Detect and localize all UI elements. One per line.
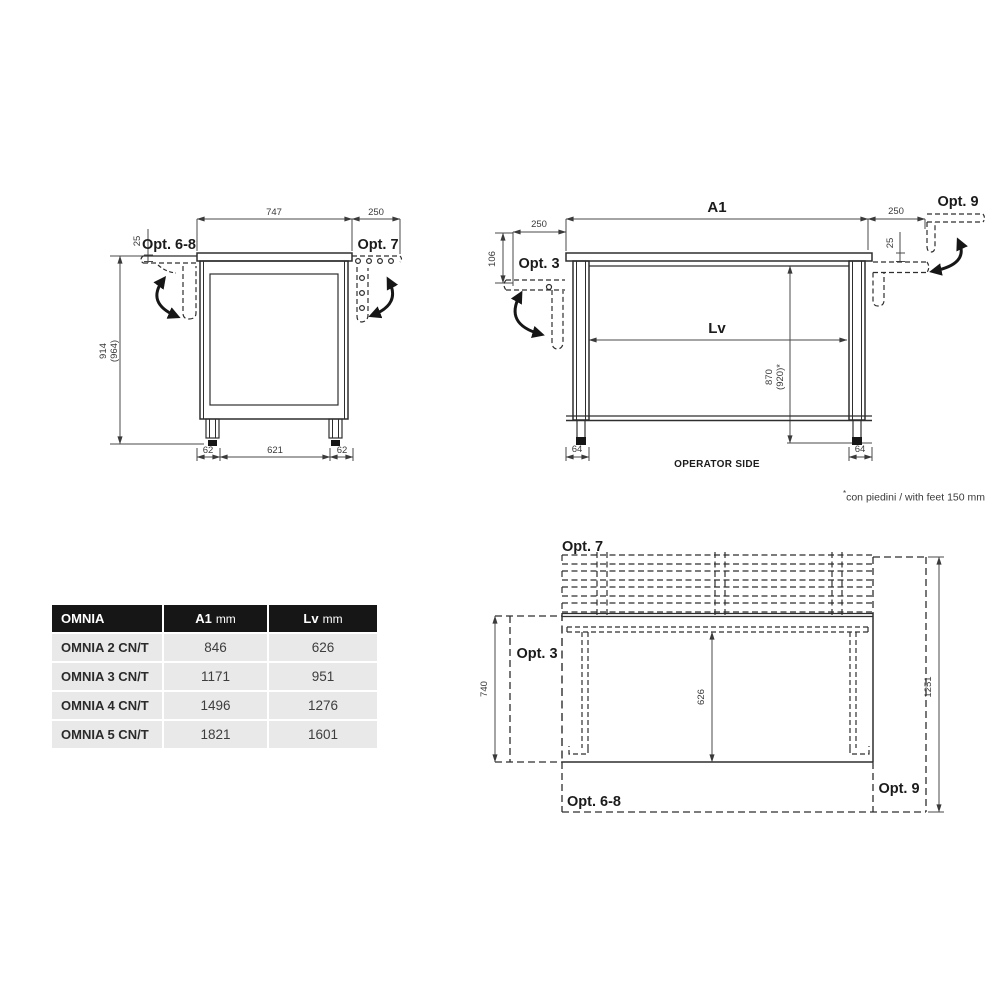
table-header-model xyxy=(52,605,162,632)
side-dim-250-left: 250 xyxy=(531,219,547,230)
lv-cell: 1276 xyxy=(269,692,377,719)
a1-cell: 1821 xyxy=(164,721,267,748)
front-opt-right-label: Opt. 7 xyxy=(357,237,399,253)
side-dim-250-right: 250 xyxy=(888,206,904,217)
lv-cell: 951 xyxy=(269,663,377,690)
footnote-mark: * xyxy=(842,489,847,498)
model-cell: OMNIA 2 CN/T xyxy=(52,634,162,661)
side-opt-left-label: Opt. 3 xyxy=(518,256,560,272)
side-cabinet-body xyxy=(566,253,872,445)
a1-cell: 1171 xyxy=(164,663,267,690)
side-opt-right-label: Opt. 9 xyxy=(937,195,979,210)
top-opt68-label: Opt. 6-8 xyxy=(567,794,621,810)
front-dimension-lines xyxy=(110,219,400,461)
lv-cell: 626 xyxy=(269,634,377,661)
model-cell: OMNIA 3 CN/T xyxy=(52,663,162,690)
top-opt9-label: Opt. 9 xyxy=(878,781,920,797)
side-dim-a1-label: A1 xyxy=(707,199,727,216)
model-cell: OMNIA 4 CN/T xyxy=(52,692,162,719)
top-tray-rails-opt7 xyxy=(562,552,873,617)
lv-cell: 1601 xyxy=(269,721,377,748)
model-cell: OMNIA 5 CN/T xyxy=(52,721,162,748)
header-unit: mm xyxy=(322,611,343,626)
header-name: OMNIA xyxy=(61,611,105,626)
table-header-a1 xyxy=(164,605,267,632)
side-dim-920: (920)* xyxy=(775,364,786,390)
table-header-lv xyxy=(269,605,377,632)
side-dim-64-left: 64 xyxy=(571,444,583,455)
fold-arrow-opt3-icon xyxy=(515,295,540,334)
side-dim-64-right: 64 xyxy=(854,444,866,455)
front-cabinet-body xyxy=(197,253,352,446)
a1-cell: 846 xyxy=(164,634,267,661)
footnote-text: con piedini / with feet 150 mm xyxy=(846,491,985,504)
front-dim-914: 914 xyxy=(98,343,109,359)
top-opt3-label: Opt. 3 xyxy=(516,646,558,662)
front-view-drawing xyxy=(95,195,425,475)
side-view-drawing xyxy=(475,195,1000,510)
a1-cell: 1496 xyxy=(164,692,267,719)
side-dim-870: 870 xyxy=(764,369,775,385)
front-dim-25: 25 xyxy=(132,235,143,247)
header-name: A1 xyxy=(195,611,212,626)
fold-arrow-opt9-icon xyxy=(934,242,961,271)
side-folding-shelf-opt9 xyxy=(873,214,985,306)
fold-arrow-left-icon xyxy=(157,280,176,316)
front-dim-62-right: 62 xyxy=(336,445,348,456)
footnote xyxy=(760,489,985,504)
top-dim-740: 740 xyxy=(479,681,490,697)
side-dim-lv-label: Lv xyxy=(708,320,726,337)
side-dim-25: 25 xyxy=(885,237,896,249)
front-dim-964: (964) xyxy=(109,339,120,363)
top-dim-1251: 1251 xyxy=(923,676,934,698)
side-dim-106: 106 xyxy=(487,251,498,267)
front-dim-621: 621 xyxy=(267,445,283,456)
front-dim-747: 747 xyxy=(266,207,282,218)
top-understructure-dashed xyxy=(567,627,869,754)
header-unit: mm xyxy=(215,611,236,626)
top-opt7-label: Opt. 7 xyxy=(562,539,604,555)
front-dim-250: 250 xyxy=(368,207,384,218)
top-counter-outline xyxy=(562,613,873,762)
front-folding-shelf-left xyxy=(141,256,197,319)
top-option-zones xyxy=(495,557,926,812)
header-name: Lv xyxy=(303,611,319,626)
front-opt-left-label: Opt. 6-8 xyxy=(142,237,196,253)
side-folding-shelf-opt3 xyxy=(504,280,565,349)
fold-arrow-right-icon xyxy=(373,281,393,315)
top-dim-626: 626 xyxy=(696,689,707,705)
top-view-drawing xyxy=(450,528,960,828)
front-dim-62-left: 62 xyxy=(202,445,214,456)
spec-table xyxy=(52,605,377,748)
operator-side-label: OPERATOR SIDE xyxy=(674,459,760,470)
